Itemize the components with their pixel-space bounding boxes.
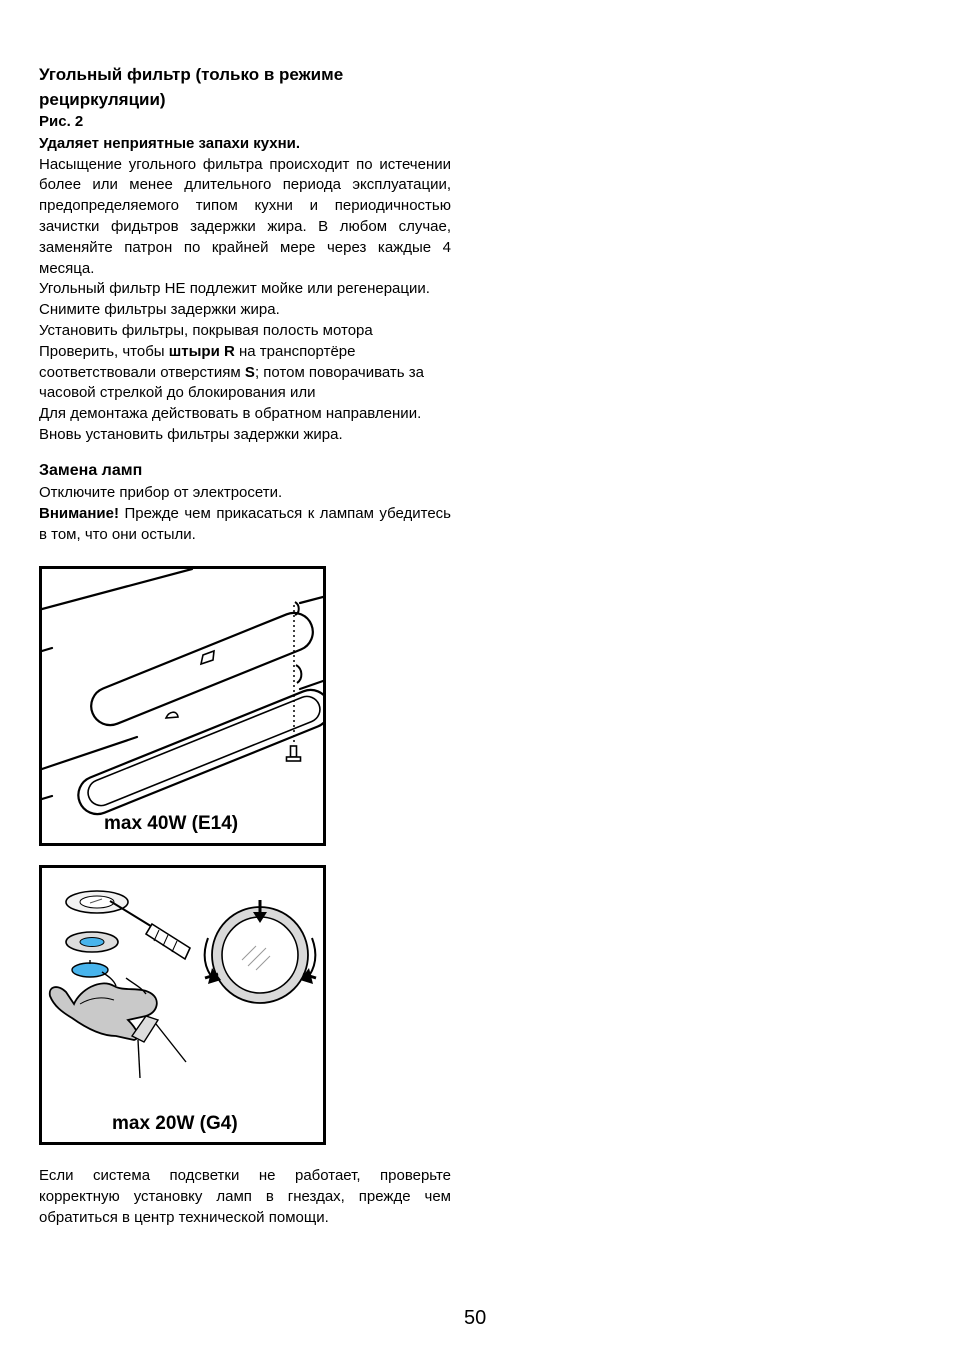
lamp-cover-icon [66,891,128,913]
holes-s-label: S [244,363,255,381]
warning-label: Внимание! [39,504,119,522]
troubleshooting-paragraph: Если система подсветки не работает, проверьте корректную установку ламп в гнездах, прежде чем обратиться в центр технической помощи. [39,1167,451,1226]
lamps-disconnect-line: Отключите прибор от электросети. [39,484,283,501]
filter-check-line [39,342,451,363]
pins-r-label: штыри R [168,342,235,360]
figure-reference: Рис. 2 [39,113,84,130]
filter-no-wash-line: Угольный фильтр НЕ подлежит мойке или регенерации. [39,280,430,298]
footer-note [39,1166,451,1228]
filter-holes-line [39,363,451,384]
page-number: 50 [464,1307,487,1329]
check-text-post: на транспортёре [234,342,356,360]
filter-paragraph: Насыщение угольного фильтра происходит по истечении более или менее длительного периода эксплуатации, предопределяемого типом кухни и периодичностью зачистки фидьтров задержки жира. В любом случае, заменяйте патрон по крайней мере через каждые 4 месяца. [39,155,451,277]
screw-icon [287,746,301,761]
fig1-caption: max 40W (E14) [104,813,239,834]
lamp-ring-icon [205,900,316,1003]
lamp-holder-icon [66,932,118,952]
filter-dismount-line: Для демонтажа действовать в обратном направлении. [39,405,422,423]
figure-lamp-e14 [39,566,326,846]
lamps-warning [39,504,451,546]
filter-subtitle: Удаляет неприятные запахи кухни. [39,134,301,152]
lamp-bulb-icon [72,960,108,977]
lamps-title: Замена ламп [39,462,143,479]
holes-text-pre: соответствовали отверстиям [39,363,245,381]
filter-reinstall-line: Вновь установить фильтры задержки жира. [39,425,343,443]
warning-text: Прежде чем прикасаться к лампам убедитесь в том, что они остыли. [39,504,451,543]
filter-remove-line: Снимите фильтры задержки жира. [39,301,280,319]
lamp-e14-illustration [42,569,323,843]
filter-section [39,62,451,446]
fig2-caption: max 20W (G4) [112,1113,238,1134]
holes-text-post: ; потом поворачивать за [254,363,424,381]
lamps-section [39,459,451,545]
lamp-g4-illustration [42,868,323,1142]
glove-hand-icon [50,972,186,1078]
filter-clockwise-line: часовой стрелкой до блокирования или [39,384,316,402]
check-text-pre: Проверить, чтобы [39,342,169,360]
screwdriver-icon [110,901,190,959]
figure-lamp-g4 [39,865,326,1145]
filter-title: Угольный фильтр (только в режиме рециркуляции) [39,65,344,109]
filter-install-line: Установить фильтры, покрывая полость мотора [39,321,373,339]
